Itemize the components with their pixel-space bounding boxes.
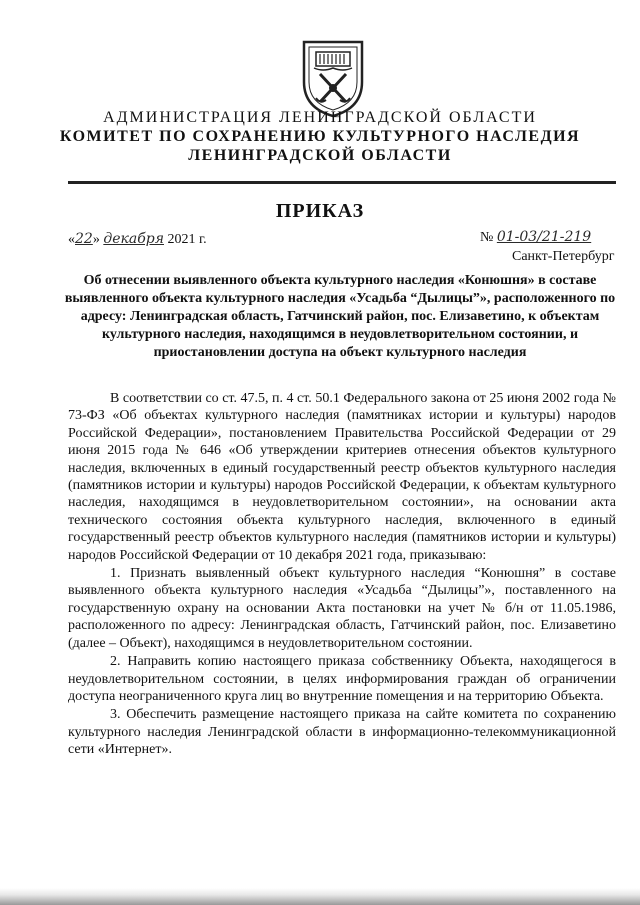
body-preamble: В соответствии со ст. 47.5, п. 4 ст. 50.1 Федерального закона от 25 июня 2002 года № 73-ФЗ «Об объектах культурного наследия (памятниках истории и культуры) народов Российской Федерации», постановлением Правительства Российской Федерации от 29 июня 2015 года № 646 «Об утверждении критериев отнесения объектов культурного наследия, включенных в единый государственный реестр объектов культурного наследия (памятников истории и культуры) народов Российской Федерации, к объектам культурного наследия, находящимся в неудовлетворительном состоянии», на основании акта технического состояния объекта культурного наследия, включенного в единый государственный реестр объектов культурного наследия (памятников истории и культуры) народов Российской Федерации от 10 декабря 2021 года, приказываю: bbox=[68, 391, 616, 563]
date-open-quote: « bbox=[68, 232, 75, 247]
body-item-1: 1. Признать выявленный объект культурного наследия “Конюшня” в составе выявленного объекта культурного наследия «Усадьба “Дылицы”», поставленного на государственную охрану на основании Акта постановки на учет № б/н от 11.05.1986, расположенного по адресу: Ленинградская область, Гатчинский район, пос. Елизаветино (далее – Объект), находящимся в неудовлетворительном состоянии. bbox=[68, 566, 616, 651]
organization-line-3: ЛЕНИНГРАДСКОЙ ОБЛАСТИ bbox=[188, 147, 452, 164]
organization-line-2: КОМИТЕТ ПО СОХРАНЕНИЮ КУЛЬТУРНОГО НАСЛЕДИЯ bbox=[59, 128, 581, 145]
body-item-3: 3. Обеспечить размещение настоящего приказа на сайте комитета по сохранению культурного наследия Ленинградской области в информационно-телекоммуникационной сети «Интернет». bbox=[68, 707, 616, 758]
document-date bbox=[68, 231, 207, 248]
date-year: 2021 г. bbox=[167, 232, 207, 247]
header-divider bbox=[68, 181, 616, 184]
document-number bbox=[480, 229, 591, 246]
number-value: 01-03/21-219 bbox=[496, 229, 592, 245]
date-month: декабря bbox=[103, 231, 164, 247]
coat-of-arms-emblem-icon bbox=[298, 38, 368, 120]
organization-line-1: АДМИНИСТРАЦИЯ ЛЕНИНГРАДСКОЙ ОБЛАСТИ bbox=[103, 109, 537, 126]
body-item-2: 2. Направить копию настоящего приказа собственнику Объекта, находящегося в неудовлетворительном состоянии, в целях информирования граждан об ограничении доступа неограниченного круга лиц во внутренние помещения и на территорию Объекта. bbox=[68, 654, 616, 704]
date-close-quote: » bbox=[92, 232, 100, 247]
scan-bottom-edge bbox=[0, 888, 640, 905]
document-title: ПРИКАЗ bbox=[275, 200, 365, 222]
document-body bbox=[68, 390, 616, 759]
document-subject: Об отнесении выявленного объекта культурного наследия «Конюшня» в составе выявленного объекта культурного наследия «Усадьба “Дылицы”», расположенного по адресу: Ленинградская область, Гатчинский район, пос. Елизаветино, к объектам культурного наследия, находящимся в неудовлетворительном состоянии, и приостановлении доступа на объект культурного наследия bbox=[64, 273, 616, 360]
document-city: Санкт-Петербург bbox=[512, 249, 615, 264]
number-sign: № bbox=[480, 230, 494, 245]
date-day: 22 bbox=[75, 231, 93, 247]
